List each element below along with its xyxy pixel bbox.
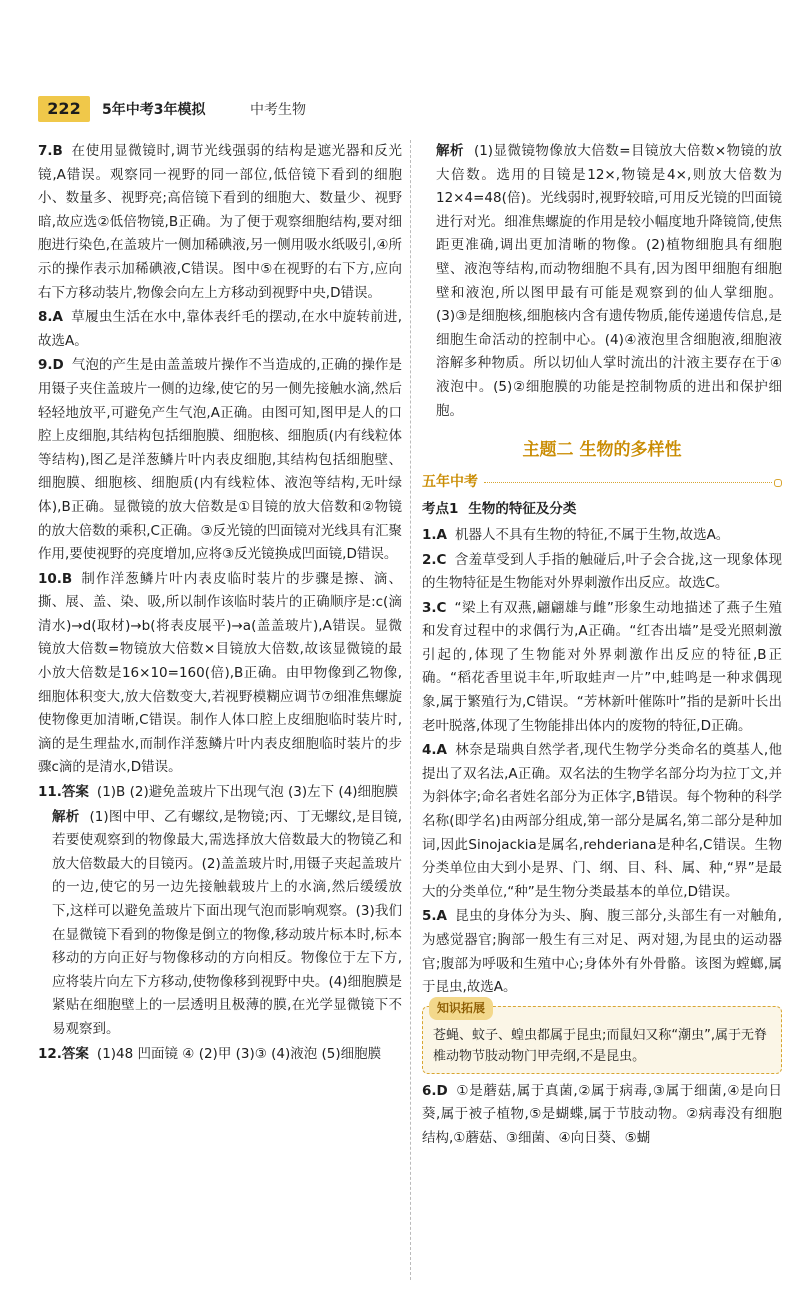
subject-title: 中考生物 xyxy=(250,102,306,118)
answer-item-11 xyxy=(38,781,402,805)
topic-title: 主题二 生物的多样性 xyxy=(522,440,682,461)
answer-text: “梁上有双燕,翩翩雄与雌”形象生动地描述了燕子生殖和发育过程中的求偶行为,A正确。“红杏出墙”是受光照刺激引起的,体现了生物能对外界刺激作出反应的特征,B正确。“稻花香里说丰年,听取蛙声一片”中,蛙鸣是一种求偶现象,属于繁殖行为,C错误。“芳林新叶催陈叶”指的是新叶长出老叶脱落,体现了生物能排出体内的废物的特征,D正确。 xyxy=(422,599,782,734)
answer-item-5 xyxy=(422,905,782,999)
answer-text: 机器人不具有生物的特征,不属于生物,故选A。 xyxy=(454,526,730,543)
answer-number: 12.答案 xyxy=(38,1045,89,1062)
explanation-item-11 xyxy=(38,806,402,1042)
answer-number: 1.A xyxy=(422,526,447,543)
answer-number: 6.D xyxy=(422,1082,448,1099)
right-column xyxy=(422,140,782,1152)
section-dot-icon xyxy=(774,479,782,487)
answer-number: 5.A xyxy=(422,908,447,925)
answer-text: 草履虫生活在水中,靠体表纤毛的摆动,在水中旋转前进,故选A。 xyxy=(38,309,402,349)
answer-text: 含羞草受到人手指的触碰后,叶子会合拢,这一现象体现的生物特征是生物能对外界刺激作出反应。故选C。 xyxy=(422,551,782,592)
section-rule xyxy=(484,482,772,483)
answer-item-7 xyxy=(38,140,402,305)
answer-text: 林奈是瑞典自然学者,现代生物学分类命名的奠基人,他提出了双名法,A正确。双名法的生物学名部分均为拉丁文,并为斜体字;命名者姓名部分为正体字,B错误。每个物种的科学名称(即学名)由两部分组成,第一部分是属名,第二部分是种加词,因此Sinojackia是属名,rehderiana是种名,C错误。生物分类单位由大到小是界、门、纲、目、科、属、种,“界”是最大的分类单位,“种”是生物分类最基本的单位,D错误。 xyxy=(422,742,782,900)
answer-item-8 xyxy=(38,306,402,353)
page-number: 222 xyxy=(38,96,90,122)
kaodian-tag: 考点1 xyxy=(422,501,459,518)
answer-text: 气泡的产生是由盖盖玻片操作不当造成的,正确的操作是用镊子夹住盖玻片一侧的边缘,使它的另一侧先接触水滴,然后轻轻地放平,可避免产生气泡,A正确。由图可知,图甲是人的口腔上皮细胞,其结构包括细胞膜、细胞核、细胞质(内有线粒体等结构),图乙是洋葱鳞片叶内表皮细胞,其结构包括细胞壁、细胞膜、细胞核、细胞质(内有线粒体、液泡等结构,无叶绿体),B正确。显微镜的放大倍数是①目镜的放大倍数和②物镜的放大倍数的乘积,C正确。③反光镜的凹面镜对光线具有汇聚作用,要使视野的亮度增加,应将③反光镜换成凹面镜,D错误。 xyxy=(38,357,402,563)
section-header xyxy=(422,471,782,495)
answer-item-1 xyxy=(422,524,782,548)
answer-text: 昆虫的身体分为头、胸、腹三部分,头部生有一对触角,为感觉器官;胸部一般生有三对足、两对翅,为昆虫的运动器官;腹部为呼吸和生殖中心;身体外有外骨骼。该图为螳螂,属于昆虫,故选A。 xyxy=(422,908,782,996)
explanation-label: 解析 xyxy=(52,808,80,825)
answer-item-4 xyxy=(422,739,782,904)
answer-number: 7.B xyxy=(38,143,63,159)
knowledge-extension-text: 苍蝇、蚊子、蝗虫都属于昆虫;而鼠妇又称“潮虫”,属于无脊椎动物节肢动物门甲壳纲,不是昆虫。 xyxy=(433,1027,767,1064)
answer-item-12 xyxy=(38,1043,402,1067)
explanation-text: (1)图中甲、乙有螺纹,是物镜;丙、丁无螺纹,是目镜,若要使观察到的物像最大,需选择放大倍数最大的物镜乙和放大倍数最大的目镜丙。(2)盖盖玻片时,用镊子夹起盖玻片的一边,使它的另一边先接触载玻片上的水滴,然后缓缓放下,这样可以避免盖玻片下面出现气泡而影响观察。(3)我们在显微镜下看到的物像是倒立的物像,移动玻片标本时,标本移动的方向正好与物像移动的方向相反。物像位于左下方,应将装片向左下方移动,使物像移到视野中央。(4)细胞膜是紧贴在细胞壁上的一层透明且极薄的膜,在光学显微镜下不易观察到。 xyxy=(52,808,403,1037)
answer-number: 9.D xyxy=(38,357,64,374)
explanation-text: (1)显微镜物像放大倍数=目镜放大倍数×物镜的放大倍数。选用的目镜是12×,物镜是4×,则放大倍数为12×4=48(倍)。光线弱时,视野较暗,可用反光镜的凹面镜进行对光。细准焦螺旋的作用是较小幅度地升降镜筒,使焦距更准确,调出更加清晰的物像。(2)植物细胞具有细胞壁、液泡等结构,而动物细胞不具有,因为图甲细胞有细胞壁和液泡,所以图甲最有可能是观察到的仙人掌细胞。(3)③是细胞核,细胞核内含有遗传物质,能传递遗传信息,是细胞生命活动的控制中心。(4)④液泡里含细胞液,细胞液溶解多种物质。所以切仙人掌时流出的汁液主要存在于④液泡中。(5)②细胞膜的功能是控制物质的进出和保护细胞。 xyxy=(436,143,782,419)
book-series-title: 5年中考3年模拟 xyxy=(102,102,206,118)
kaodian-title: 生物的特征及分类 xyxy=(468,501,577,518)
explanation-item-12 xyxy=(422,140,782,423)
answer-number: 10.B xyxy=(38,570,73,587)
knowledge-extension-box xyxy=(422,1000,782,1074)
answer-text: 在使用显微镜时,调节光线强弱的结构是遮光器和反光镜,A错误。观察同一视野的同一部位,低倍镜下看到的细胞小、数量多、视野亮;高倍镜下看到的细胞大、数量少、视野暗,故应选②低倍物镜,B正确。为了便于观察细胞结构,要对细胞进行染色,在盖玻片一侧加稀碘液,另一侧用吸水纸吸引,④所示的操作表示加稀碘液,C错误。图中⑤在视野的右下方,应向右下方移动装片,物像会向左上方移动到视野中央,D错误。 xyxy=(38,143,402,301)
left-column xyxy=(38,140,402,1067)
answer-item-10 xyxy=(38,568,402,780)
answer-number: 2.C xyxy=(422,551,447,568)
answer-text: 制作洋葱鳞片叶内表皮临时装片的步骤是擦、滴、撕、展、盖、染、吸,所以制作该临时装片的正确顺序是:c(滴清水)→d(取材)→b(将表皮展平)→a(盖盖玻片),A错误。显微镜放大倍数=物镜放大倍数×目镜放大倍数,故该显微镜的最小放大倍数是16×10=160(倍),B正确。由甲物像到乙物像,细胞体积变大,放大倍数变大,若视野模糊应调节⑦细准焦螺旋使物像更加清晰,C错误。制作人体口腔上皮细胞临时装片时,滴的是生理盐水,而制作洋葱鳞片叶内表皮细胞临时装片的步骤c滴的是清水,D错误。 xyxy=(38,570,402,776)
column-divider xyxy=(410,140,411,1280)
knowledge-extension-tag: 知识拓展 xyxy=(429,997,493,1020)
explanation-label: 解析 xyxy=(436,143,464,159)
answer-text: (1)B (2)避免盖玻片下出现气泡 (3)左下 (4)细胞膜 xyxy=(96,784,399,801)
answer-number: 3.C xyxy=(422,599,447,616)
kaodian-heading xyxy=(422,498,782,522)
answer-number: 8.A xyxy=(38,309,63,326)
answer-item-6 xyxy=(422,1080,782,1151)
answer-item-2 xyxy=(422,549,782,596)
answer-item-9 xyxy=(38,354,402,566)
page-header xyxy=(38,96,398,124)
section-label: 五年中考 xyxy=(422,473,478,490)
answer-number: 11.答案 xyxy=(38,784,89,801)
answer-text: (1)48 凹面镜 ④ (2)甲 (3)③ (4)液泡 (5)细胞膜 xyxy=(96,1045,382,1062)
answer-number: 4.A xyxy=(422,742,447,759)
answer-item-3 xyxy=(422,597,782,739)
answer-text: ①是蘑菇,属于真菌,②属于病毒,③属于细菌,④是向日葵,属于被子植物,⑤是蝴蝶,属于节肢动物。②病毒没有细胞结构,①蘑菇、③细菌、④向日葵、⑤蝴 xyxy=(422,1082,782,1146)
